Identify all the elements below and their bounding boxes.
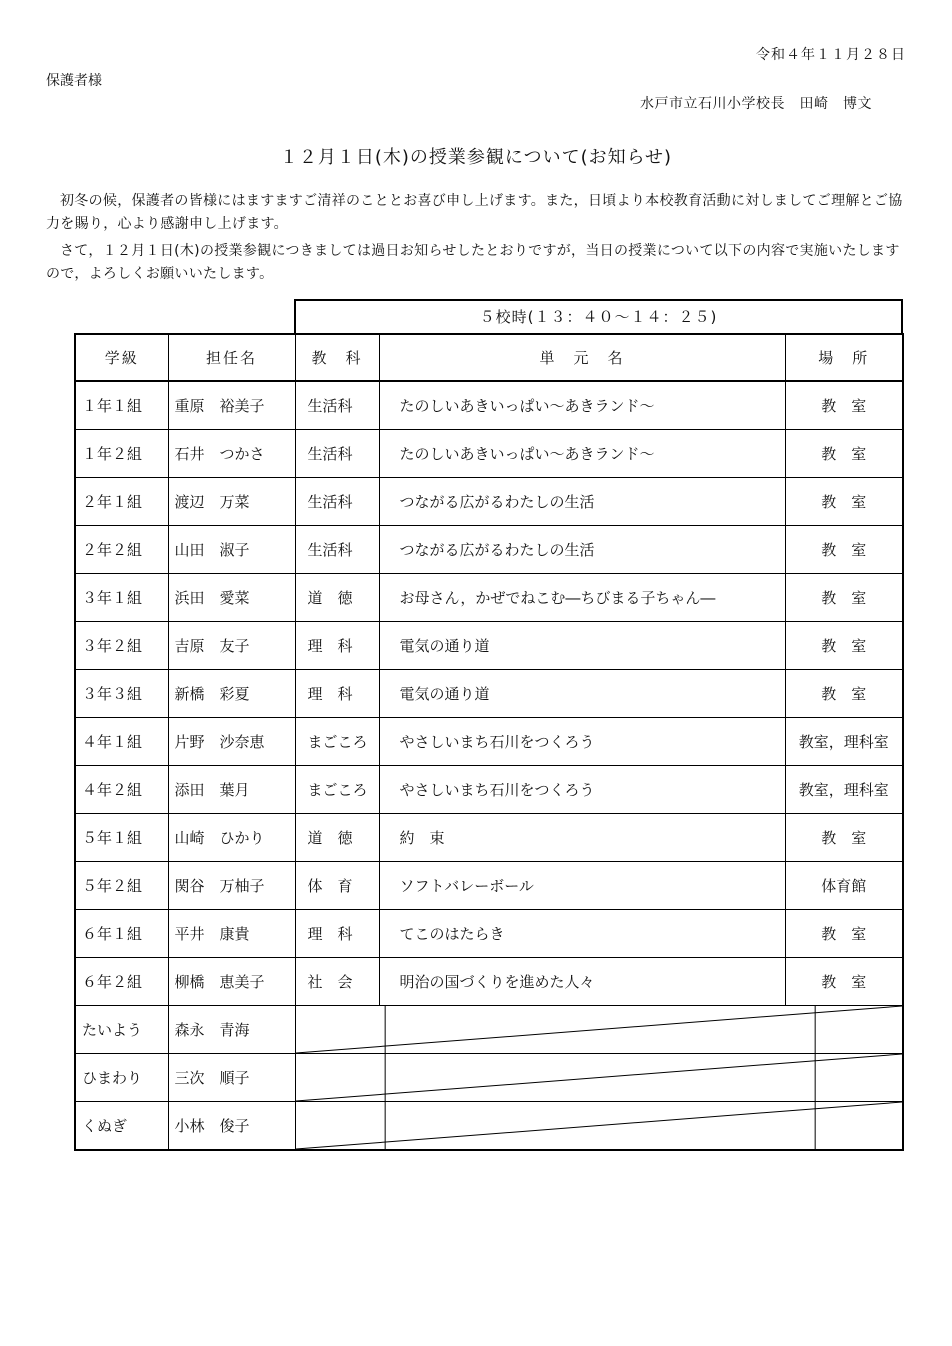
teacher-cell: 山田 淑子: [168, 526, 295, 574]
unit-cell: 電気の通り道: [379, 622, 785, 670]
sender: 水戸市立石川小学校長 田崎 博文: [640, 96, 872, 112]
subject-cell: 道 徳: [295, 574, 379, 622]
unit-cell: ソフトバレーボール: [379, 862, 785, 910]
class-cell: くぬぎ: [75, 1102, 168, 1151]
header-subject: 教 科: [295, 334, 379, 381]
blank-entry-cell: [295, 1006, 903, 1054]
special-class-row: [75, 1006, 903, 1054]
class-cell: たいよう: [75, 1006, 168, 1054]
teacher-cell: 新橋 彩夏: [168, 670, 295, 718]
place-cell: 教 室: [785, 574, 903, 622]
subject-cell: 理 科: [295, 622, 379, 670]
class-cell: ひまわり: [75, 1054, 168, 1102]
blank-entry-cell: [295, 1054, 903, 1102]
place-cell: 教 室: [785, 478, 903, 526]
teacher-cell: 三次 順子: [168, 1054, 295, 1102]
class-cell: １年２組: [75, 430, 168, 478]
header-class: 学級: [75, 334, 168, 381]
place-cell: 教 室: [785, 381, 903, 430]
period-header: ５校時(１３：４０～１４：２５): [294, 299, 903, 333]
teacher-cell: 山崎 ひかり: [168, 814, 295, 862]
class-cell: ２年１組: [75, 478, 168, 526]
class-cell: ３年２組: [75, 622, 168, 670]
unit-cell: やさしいまち石川をつくろう: [379, 766, 785, 814]
header-teacher: 担任名: [168, 334, 295, 381]
teacher-cell: 吉原 友子: [168, 622, 295, 670]
class-cell: ３年１組: [75, 574, 168, 622]
subject-cell: 道 徳: [295, 814, 379, 862]
teacher-cell: 森永 青海: [168, 1006, 295, 1054]
recipient: 保護者様: [46, 73, 102, 89]
place-cell: 教 室: [785, 430, 903, 478]
table-row: [75, 622, 903, 670]
subject-cell: 社 会: [295, 958, 379, 1006]
special-class-row: [75, 1054, 903, 1102]
unit-cell: てこのはたらき: [379, 910, 785, 958]
subject-cell: 体 育: [295, 862, 379, 910]
teacher-cell: 浜田 愛菜: [168, 574, 295, 622]
schedule-table: [74, 333, 904, 1151]
place-cell: 教 室: [785, 910, 903, 958]
class-cell: ６年２組: [75, 958, 168, 1006]
place-cell: 体育館: [785, 862, 903, 910]
subject-cell: 理 科: [295, 670, 379, 718]
class-cell: ５年２組: [75, 862, 168, 910]
table-row: [75, 430, 903, 478]
teacher-cell: 渡辺 万菜: [168, 478, 295, 526]
subject-cell: 生活科: [295, 381, 379, 430]
unit-cell: つながる広がるわたしの生活: [379, 478, 785, 526]
table-row: [75, 670, 903, 718]
teacher-cell: 小林 俊子: [168, 1102, 295, 1151]
unit-cell: たのしいあきいっぱい～あきランド～: [379, 430, 785, 478]
class-cell: ４年１組: [75, 718, 168, 766]
special-class-row: [75, 1102, 903, 1151]
table-row: [75, 862, 903, 910]
teacher-cell: 柳橋 恵美子: [168, 958, 295, 1006]
place-cell: 教室，理科室: [785, 766, 903, 814]
unit-cell: たのしいあきいっぱい～あきランド～: [379, 381, 785, 430]
place-cell: 教 室: [785, 622, 903, 670]
table-row: [75, 574, 903, 622]
unit-cell: 明治の国づくりを進めた人々: [379, 958, 785, 1006]
table-row: [75, 478, 903, 526]
table-row: [75, 381, 903, 430]
unit-cell: お母さん，かぜでねこむ―ちびまる子ちゃん―: [379, 574, 785, 622]
unit-cell: つながる広がるわたしの生活: [379, 526, 785, 574]
teacher-cell: 重原 裕美子: [168, 381, 295, 430]
place-cell: 教 室: [785, 526, 903, 574]
document-date: 令和４年１１月２８日: [756, 47, 906, 63]
class-cell: ５年１組: [75, 814, 168, 862]
notice-paragraph: さて，１２月１日(木)の授業参観につきましては過日お知らせしたとおりですが，当日の授業について以下の内容で実施いたしますので，よろしくお願いいたします。: [46, 243, 900, 282]
subject-cell: 生活科: [295, 478, 379, 526]
header-place: 場 所: [785, 334, 903, 381]
place-cell: 教 室: [785, 958, 903, 1006]
table-header-row: [75, 334, 903, 381]
class-cell: １年１組: [75, 381, 168, 430]
unit-cell: やさしいまち石川をつくろう: [379, 718, 785, 766]
blank-entry-cell: [295, 1102, 903, 1151]
teacher-cell: 平井 康貴: [168, 910, 295, 958]
table-row: [75, 910, 903, 958]
unit-cell: 電気の通り道: [379, 670, 785, 718]
teacher-cell: 石井 つかさ: [168, 430, 295, 478]
class-cell: ２年２組: [75, 526, 168, 574]
strike-diagonal-line: [296, 1102, 903, 1149]
table-row: [75, 958, 903, 1006]
unit-cell: 約 束: [379, 814, 785, 862]
teacher-cell: 添田 葉月: [168, 766, 295, 814]
class-cell: ４年２組: [75, 766, 168, 814]
table-row: [75, 814, 903, 862]
greeting-paragraph: 初冬の候，保護者の皆様にはますますご清祥のこととお喜び申し上げます。また，日頃より本校教育活動に対しましてご理解とご協力を賜り，心より感謝申し上げます。: [46, 193, 903, 232]
subject-cell: 生活科: [295, 526, 379, 574]
place-cell: 教 室: [785, 814, 903, 862]
table-row: [75, 526, 903, 574]
subject-cell: 生活科: [295, 430, 379, 478]
subject-cell: まごころ: [295, 766, 379, 814]
place-cell: 教室，理科室: [785, 718, 903, 766]
subject-cell: まごころ: [295, 718, 379, 766]
header-unit: 単 元 名: [379, 334, 785, 381]
table-row: [75, 718, 903, 766]
teacher-cell: 関谷 万柚子: [168, 862, 295, 910]
class-cell: ３年３組: [75, 670, 168, 718]
class-cell: ６年１組: [75, 910, 168, 958]
strike-diagonal-line: [296, 1006, 903, 1053]
table-row: [75, 766, 903, 814]
place-cell: 教 室: [785, 670, 903, 718]
teacher-cell: 片野 沙奈恵: [168, 718, 295, 766]
strike-diagonal-line: [296, 1054, 903, 1101]
document-title: １２月１日(木)の授業参観について(お知らせ): [279, 147, 673, 168]
subject-cell: 理 科: [295, 910, 379, 958]
